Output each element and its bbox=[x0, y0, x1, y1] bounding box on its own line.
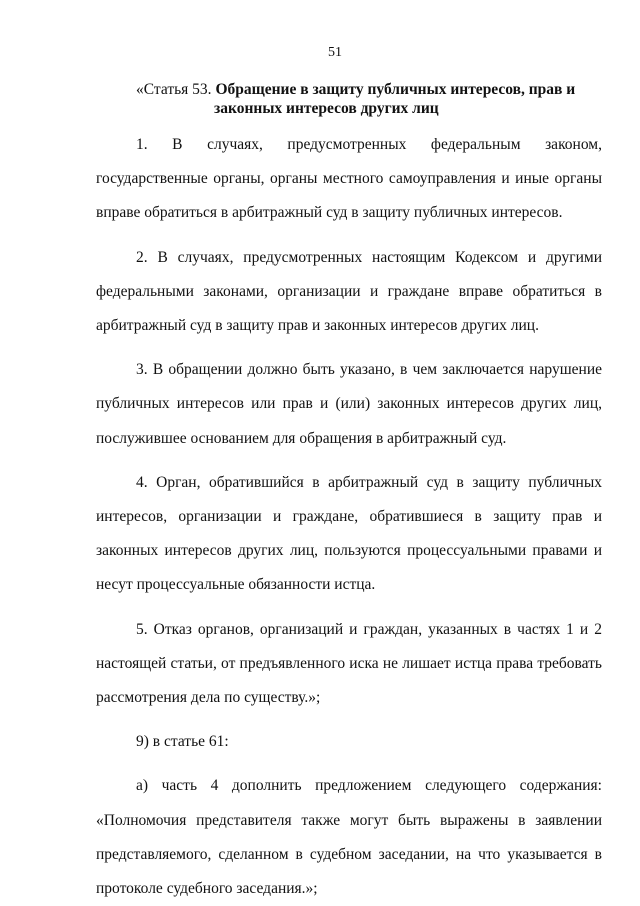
article-heading bbox=[96, 80, 602, 118]
article-body bbox=[96, 128, 602, 906]
paragraph-2: 2. В случаях, предусмотренных настоящим Кодексом и другими федеральными законами, организации и граждане вправе обратиться в арбитражный суд в защиту прав и законных интересов других лиц. bbox=[96, 248, 602, 335]
paragraph-4: 4. Орган, обратившийся в арбитражный суд в защиту публичных интересов, организации и граждане, обратившиеся в защиту прав и законных интересов других лиц, пользуются процессуальными правами и несут процессуальные обязанности истца. bbox=[96, 473, 602, 594]
paragraph-3: 3. В обращении должно быть указано, в чем заключается нарушение публичных интересов или прав и (или) законных интересов других лиц, послужившее основанием для обращения в арбитражный суд. bbox=[96, 361, 602, 447]
article-title-part-1: Обращение в защиту публичных интересов, прав и bbox=[215, 81, 576, 98]
article-heading-line-1 bbox=[96, 80, 602, 99]
amendment-item-9: 9) в статье 61: bbox=[136, 733, 229, 751]
page-number: 51 bbox=[328, 45, 342, 60]
article-title-part-2: законных интересов других лиц bbox=[214, 100, 439, 117]
article-number: «Статья 53. bbox=[136, 81, 216, 98]
amendment-subitem-a: а) часть 4 дополнить предложением следующего содержания: «Полномочия представителя также могут быть выражены в заявлении представляемого, сделанном в судебном заседании, на что указывается в протоколе судебного заседания.»; bbox=[96, 777, 602, 898]
paragraph-1: 1. В случаях, предусмотренных федеральным законом, государственные органы, органы местного самоуправления и иные органы вправе обратиться в арбитражный суд в защиту публичных интересов. bbox=[96, 136, 602, 222]
paragraph-5: 5. Отказ органов, организаций и граждан, указанных в частях 1 и 2 настоящей статьи, от предъявленного иска не лишает истца права требовать рассмотрения дела по существу.»; bbox=[96, 620, 602, 707]
